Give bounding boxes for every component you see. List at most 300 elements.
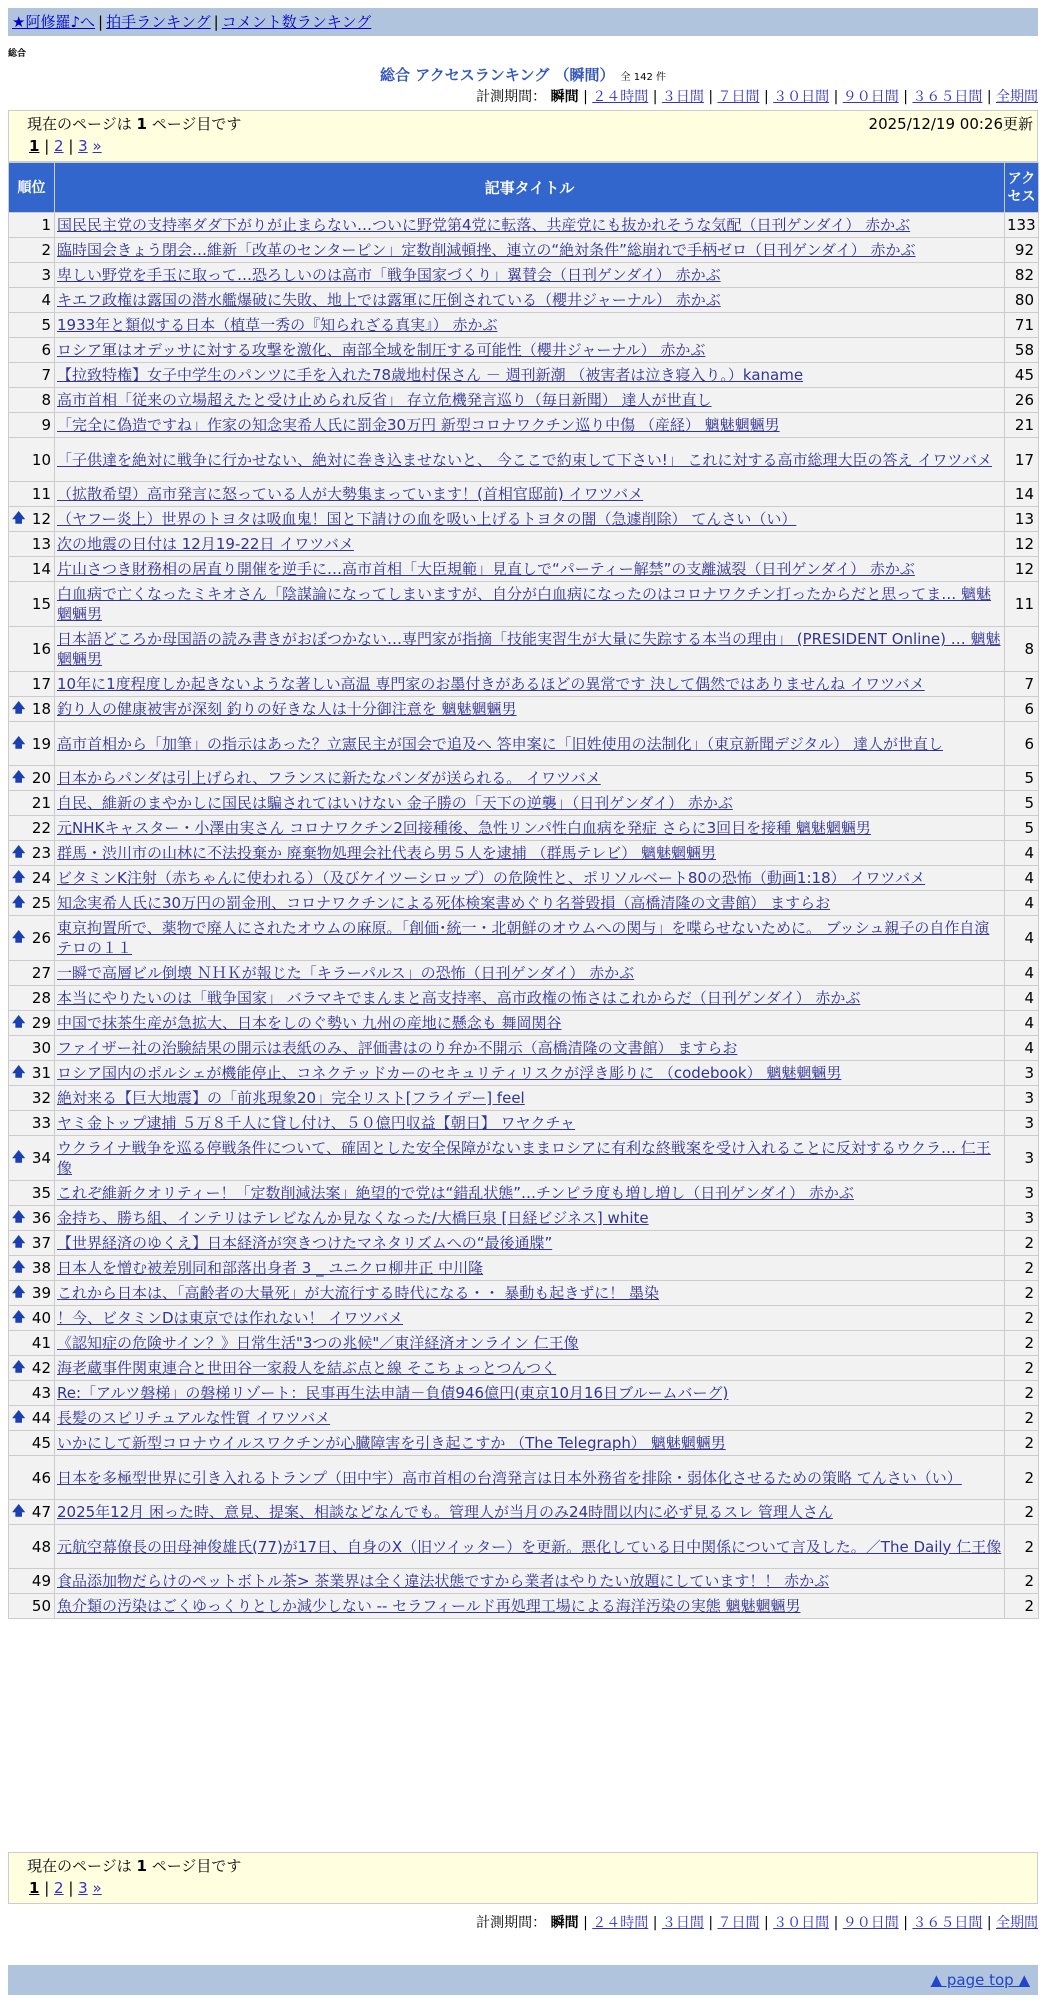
rank-cell xyxy=(9,1036,55,1061)
access-count: 4 xyxy=(1005,986,1039,1011)
period-link[interactable]: ３日間 xyxy=(661,1915,704,1931)
rank-cell xyxy=(9,1306,55,1331)
article-link[interactable]: 卑しい野党を手玉に取って…恐ろしいのは高市「戦争国家づくり」翼賛会（日刊ゲンダイ） 赤かぶ xyxy=(57,266,721,284)
rank-number: 5 xyxy=(41,316,51,334)
article-link[interactable]: 次の地震の日付は 12月19-22日 イワツバメ xyxy=(57,535,354,553)
access-count: 3 xyxy=(1005,1086,1039,1111)
article-link[interactable]: 絶対来る【巨大地震】の「前兆現象20」完全リスト[フライデー] feel xyxy=(57,1089,525,1107)
title-cell xyxy=(55,1086,1005,1111)
rank-number: 39 xyxy=(31,1284,51,1302)
article-link[interactable]: ファイザー社の治験結果の開示は表紙のみ、評価書はのり弁か不開示（高橋清隆の文書館） ますらお xyxy=(57,1039,738,1057)
article-link[interactable]: 日本からパンダは引上げられ、フランスに新たなパンダが送られる。 イワツバメ xyxy=(57,769,601,787)
ranking-table xyxy=(8,162,1039,1619)
rank-cell xyxy=(9,288,55,313)
pager-separator: | xyxy=(39,1879,55,1897)
pager-current-page: 1 xyxy=(29,137,40,155)
rank-number: 36 xyxy=(31,1209,51,1227)
table-row xyxy=(9,1306,1039,1331)
article-link[interactable]: 10年に1度程度しか起きないような著しい高温 専門家のお墨付きがあるほどの異常です 決して偶然ではありませんね イワツバメ xyxy=(57,675,925,693)
article-link[interactable]: 1933年と類似する日本（植草一秀の『知られざる真実』） 赤かぶ xyxy=(57,316,498,334)
rank-cell xyxy=(9,672,55,697)
rank-number: 32 xyxy=(31,1089,51,1107)
access-count: 58 xyxy=(1005,338,1039,363)
access-count: 4 xyxy=(1005,961,1039,986)
title-cell xyxy=(55,1136,1005,1181)
period-link[interactable]: 全期間 xyxy=(996,89,1038,105)
pager-next-link[interactable]: » xyxy=(92,1879,102,1897)
pager-link[interactable]: 2 xyxy=(54,1879,64,1897)
article-link[interactable]: 元NHKキャスター・小澤由実さん コロナワクチン2回接種後、急性リンパ性白血病を発症 さらに3回目を接種 魑魅魍魎男 xyxy=(57,819,871,837)
updated-timestamp: 2025/12/19 00:26更新 xyxy=(868,115,1033,133)
table-row xyxy=(9,482,1039,507)
up-arrow-icon: 🡅 xyxy=(12,895,26,910)
pager-top xyxy=(29,137,102,155)
title-cell xyxy=(55,697,1005,722)
rank-number: 48 xyxy=(31,1537,51,1556)
period-separator: | xyxy=(648,89,662,105)
title-cell xyxy=(55,841,1005,866)
rank-number: 49 xyxy=(31,1572,51,1590)
access-count: 2 xyxy=(1005,1281,1039,1306)
access-count: 4 xyxy=(1005,866,1039,891)
title-cell xyxy=(55,627,1005,672)
rank-cell xyxy=(9,388,55,413)
table-row xyxy=(9,413,1039,438)
up-arrow-icon: 🡅 xyxy=(12,735,26,751)
period-link[interactable]: ２４時間 xyxy=(592,89,649,105)
access-count: 2 xyxy=(1005,1256,1039,1281)
table-row xyxy=(9,627,1039,672)
title-cell xyxy=(55,1206,1005,1231)
rank-cell xyxy=(9,722,55,766)
period-link[interactable]: ７日間 xyxy=(717,89,760,105)
title-header: 記事タイトル xyxy=(55,163,1005,213)
rank-number: 3 xyxy=(41,266,51,284)
title-cell xyxy=(55,916,1005,961)
rank-number: 41 xyxy=(31,1334,51,1352)
article-link[interactable]: 金持ち、勝ち組、インテリはテレビなんか見なくなった/大橋巨泉 [日経ビジネス] white xyxy=(57,1209,649,1227)
rank-cell xyxy=(9,841,55,866)
access-count: 2 xyxy=(1005,1500,1039,1525)
article-link[interactable]: 日本を多極型世界に引き入れるトランプ（田中宇）高市首相の台湾発言は日本外務省を排除・弱体化させるための策略 てんさい（い） xyxy=(57,1468,962,1487)
rank-cell xyxy=(9,1569,55,1594)
access-count: 6 xyxy=(1005,722,1039,766)
up-arrow-icon: 🡅 xyxy=(12,1260,26,1275)
nav-separator: | xyxy=(98,13,104,31)
article-link[interactable]: 2025年12月 困った時、意見、提案、相談などなんでも。管理人が当月のみ24時間以内に必ず見るスレ 管理人さん xyxy=(57,1503,833,1521)
table-row xyxy=(9,532,1039,557)
nav-link-asyura[interactable]: ★阿修羅♪へ xyxy=(12,13,96,31)
table-row xyxy=(9,1431,1039,1456)
article-link[interactable]: ウクライナ戦争を巡る停戦条件について、確固とした安全保障がないままロシアに有利な終戦案を受け入れることに反対するウクラ… 仁王像 xyxy=(57,1139,991,1177)
rank-number: 42 xyxy=(31,1359,51,1377)
up-arrow-icon: 🡅 xyxy=(12,770,26,785)
period-link[interactable]: ３０日間 xyxy=(773,89,830,105)
category-label: 総合 xyxy=(8,49,27,59)
rank-number: 21 xyxy=(31,794,51,812)
rank-cell xyxy=(9,961,55,986)
up-arrow-icon: 🡅 xyxy=(12,1210,26,1225)
title-cell xyxy=(55,213,1005,238)
table-row xyxy=(9,213,1039,238)
article-link[interactable]: 釣り人の健康被害が深刻 釣りの好きな人は十分御注意を 魑魅魍魎男 xyxy=(57,700,517,718)
rank-cell xyxy=(9,1525,55,1569)
table-row xyxy=(9,1406,1039,1431)
up-arrow-icon: 🡅 xyxy=(12,845,26,860)
rank-number: 40 xyxy=(31,1309,51,1327)
access-count: 2 xyxy=(1005,1456,1039,1500)
rank-number: 30 xyxy=(31,1039,51,1057)
article-link[interactable]: ロシア国内のポルシェが機能停止、コネクテッドカーのセキュリティリスクが浮き彫りに （codebook） 魑魅魍魎男 xyxy=(57,1064,842,1082)
title-cell xyxy=(55,1061,1005,1086)
up-arrow-icon: 🡅 xyxy=(12,1065,26,1080)
rank-cell xyxy=(9,238,55,263)
access-count: 2 xyxy=(1005,1406,1039,1431)
period-separator: | xyxy=(578,1915,593,1931)
table-row xyxy=(9,816,1039,841)
rank-number: 12 xyxy=(31,510,51,528)
rank-number: 35 xyxy=(31,1184,51,1202)
rank-number: 33 xyxy=(31,1114,51,1132)
article-link[interactable]: 長髪のスピリチュアルな性質 イワツバメ xyxy=(57,1409,331,1427)
title-cell xyxy=(55,986,1005,1011)
table-row xyxy=(9,961,1039,986)
access-count: 4 xyxy=(1005,1011,1039,1036)
pager-link[interactable]: 3 xyxy=(78,1879,88,1897)
period-separator: | xyxy=(578,89,593,105)
page-info-top xyxy=(8,110,1038,162)
title-cell xyxy=(55,1431,1005,1456)
period-link[interactable]: ３６５日間 xyxy=(912,1915,983,1931)
period-label: 計測期間： xyxy=(476,89,551,105)
access-count: 3 xyxy=(1005,1181,1039,1206)
page-title: 総合 アクセスランキング （瞬間） xyxy=(380,66,615,84)
article-link[interactable]: 「完全に偽造ですね」作家の知念実希人氏に罰金30万円 新型コロナワクチン巡り中傷 （産経） 魑魅魍魎男 xyxy=(57,416,780,434)
table-row xyxy=(9,1061,1039,1086)
title-cell xyxy=(55,363,1005,388)
table-row xyxy=(9,288,1039,313)
access-count: 2 xyxy=(1005,1594,1039,1619)
rank-cell xyxy=(9,1500,55,1525)
rank-cell xyxy=(9,1456,55,1500)
page-top-link[interactable]: ▲ page top ▲ xyxy=(930,1971,1030,1989)
period-link[interactable]: ３６５日間 xyxy=(912,89,983,105)
rank-cell xyxy=(9,507,55,532)
title-cell xyxy=(55,388,1005,413)
table-row xyxy=(9,338,1039,363)
pager-link[interactable]: 3 xyxy=(78,137,88,155)
article-link[interactable]: 食品添加物だらけのペットボトル茶> 茶業界は全く違法状態ですから業者はやりたい放題にしています！！ 赤かぶ xyxy=(57,1572,830,1590)
table-row xyxy=(9,438,1039,482)
table-row xyxy=(9,722,1039,766)
article-link[interactable]: 高市首相「従来の立場超えたと受け止められ反省」 存立危機発言巡り（毎日新聞） 達人が世直し xyxy=(57,391,712,409)
article-link[interactable]: 臨時国会きょう閉会…維新「改革のセンターピン」定数削減頓挫、連立の“絶対条件”総崩れで手柄ゼロ（日刊ゲンダイ） 赤かぶ xyxy=(57,241,916,259)
pager-separator: | xyxy=(63,137,79,155)
article-link[interactable]: 元航空幕僚長の田母神俊雄氏(77)が17日、自身のX（旧ツイッター）を更新。悪化している日中関係について言及した。／The Daily 仁王像 xyxy=(57,1537,1002,1556)
table-row xyxy=(9,1256,1039,1281)
title-cell xyxy=(55,1036,1005,1061)
table-row xyxy=(9,1036,1039,1061)
title-cell xyxy=(55,1111,1005,1136)
period-separator: | xyxy=(898,1915,913,1931)
period-separator: | xyxy=(759,1915,774,1931)
rank-number: 34 xyxy=(31,1149,51,1167)
title-cell xyxy=(55,313,1005,338)
rank-header: 順位 xyxy=(9,163,55,213)
table-row xyxy=(9,313,1039,338)
rank-number: 17 xyxy=(31,675,51,693)
period-separator: | xyxy=(829,89,843,105)
table-row xyxy=(9,841,1039,866)
up-arrow-icon: 🡅 xyxy=(12,1150,26,1165)
rank-cell xyxy=(9,1281,55,1306)
current-page-text: 現在のページは 1 ページ目です xyxy=(27,115,242,133)
period-current: 瞬間 xyxy=(550,1915,579,1931)
rank-number: 13 xyxy=(31,535,51,553)
pager-link[interactable]: 2 xyxy=(54,137,64,155)
title-cell xyxy=(55,672,1005,697)
access-count: 4 xyxy=(1005,891,1039,916)
article-link[interactable]: これから日本は、「高齢者の大量死」が大流行する時代になる・・ 暴動も起きずに！ 墨染 xyxy=(57,1284,660,1302)
table-row xyxy=(9,1456,1039,1500)
access-count: 13 xyxy=(1005,507,1039,532)
access-count: 3 xyxy=(1005,1061,1039,1086)
table-row xyxy=(9,1136,1039,1181)
rank-cell xyxy=(9,791,55,816)
period-label: 計測期間： xyxy=(476,1915,551,1931)
period-separator: | xyxy=(703,89,718,105)
title-cell xyxy=(55,1281,1005,1306)
article-link[interactable]: ！今、ビタミンDは東京では作れない！ イワツバメ xyxy=(57,1309,404,1327)
table-row xyxy=(9,1281,1039,1306)
access-count: 17 xyxy=(1005,438,1039,482)
table-row xyxy=(9,697,1039,722)
article-link[interactable]: 「子供達を絶対に戦争に行かせない、絶対に巻き込ませないと、 今ここで約束して下さい!」 これに対する高市総理大臣の答え イワツバメ xyxy=(57,450,993,469)
rank-cell xyxy=(9,627,55,672)
period-link[interactable]: ９０日間 xyxy=(842,1915,899,1931)
period-separator: | xyxy=(648,1915,662,1931)
access-count: 14 xyxy=(1005,482,1039,507)
period-link[interactable]: 全期間 xyxy=(996,1915,1038,1931)
rank-number: 44 xyxy=(31,1409,51,1427)
title-cell xyxy=(55,866,1005,891)
rank-number: 7 xyxy=(41,366,51,384)
article-link[interactable]: 日本人を憎む被差別同和部落出身者 3 _ ユニクロ柳井正 中川隆 xyxy=(57,1259,484,1277)
article-link[interactable]: 白血病で亡くなったミキオさん「陰謀論になってしまいますが、自分が白血病になったのはコロナワクチン打ったからだと思ってま… 魑魅魍魎男 xyxy=(57,585,992,623)
rank-cell xyxy=(9,866,55,891)
period-separator: | xyxy=(759,89,774,105)
title-cell xyxy=(55,961,1005,986)
period-link[interactable]: ３０日間 xyxy=(773,1915,830,1931)
rank-number: 9 xyxy=(41,416,51,434)
access-count: 2 xyxy=(1005,1381,1039,1406)
title-cell xyxy=(55,1256,1005,1281)
rank-number: 28 xyxy=(31,989,51,1007)
rank-cell xyxy=(9,438,55,482)
article-link[interactable]: ヤミ金トップ逮捕 ５万８千人に貸し付け、５０億円収益【朝日】 ワヤクチャ xyxy=(57,1114,576,1132)
table-row xyxy=(9,1525,1039,1569)
article-link[interactable]: 東京拘置所で、薬物で廃人にされたオウムの麻原。「創価･統一・北朝鮮のオウムへの関与」を喋らせないために。 ブッシュ親子の自作自演テロの１１ xyxy=(57,919,990,957)
article-link[interactable]: 《認知症の危険サイン？》日常生活"3つの兆候"／東洋経済オンライン 仁王像 xyxy=(57,1334,579,1352)
rank-cell xyxy=(9,482,55,507)
rank-number: 14 xyxy=(31,560,51,578)
access-count: 2 xyxy=(1005,1231,1039,1256)
rank-number: 47 xyxy=(31,1503,51,1521)
rank-number: 10 xyxy=(31,450,51,469)
access-count: 4 xyxy=(1005,841,1039,866)
nav-separator: | xyxy=(213,13,219,31)
rank-number: 6 xyxy=(41,341,51,359)
nav-link-applause-ranking[interactable]: 拍手ランキング xyxy=(106,13,211,31)
rank-number: 4 xyxy=(41,291,51,309)
pager-bottom xyxy=(29,1879,102,1897)
article-link[interactable]: これぞ維新クオリティー！「定数削減法案」絶望的で党は“錯乱状態”…チンピラ度も増し増し（日刊ゲンダイ） 赤かぶ xyxy=(57,1184,854,1202)
article-link[interactable]: いかにして新型コロナウイルスワクチンが心臓障害を引き起こすか （The Telegraph） 魑魅魍魎男 xyxy=(57,1434,726,1452)
table-row xyxy=(9,916,1039,961)
article-link[interactable]: ビタミンK注射（赤ちゃんに使われる）（及びケイツーシロップ）の危険性と、ポリソルベート80の恐怖（動画1:18） イワツバメ xyxy=(57,869,926,887)
table-row xyxy=(9,891,1039,916)
access-count: 11 xyxy=(1005,582,1039,627)
current-page-text: 現在のページは 1 ページ目です xyxy=(27,1857,242,1875)
rank-cell xyxy=(9,557,55,582)
article-link[interactable]: 魚介類の汚染はごくゆっくりとしか減少しない -- セラフィールド再処理工場による海洋汚染の実態 魑魅魍魎男 xyxy=(57,1597,801,1615)
title-cell xyxy=(55,1231,1005,1256)
table-row xyxy=(9,1231,1039,1256)
article-link[interactable]: キエフ政権は露国の潜水艦爆破に失敗、地上では露軍に圧倒されている（櫻井ジャーナル） 赤かぶ xyxy=(57,291,721,309)
period-separator: | xyxy=(982,1915,996,1931)
rank-cell xyxy=(9,1594,55,1619)
pager-next-link[interactable]: » xyxy=(92,137,102,155)
article-link[interactable]: 高市首相から「加筆」の指示はあった？立憲民主が国会で追及へ 答申案に「旧姓使用の法制化」（東京新聞デジタル） 達人が世直し xyxy=(57,734,943,753)
access-count: 2 xyxy=(1005,1431,1039,1456)
table-row xyxy=(9,1206,1039,1231)
access-count: 7 xyxy=(1005,672,1039,697)
rank-cell xyxy=(9,891,55,916)
rank-number: 43 xyxy=(31,1384,51,1402)
up-arrow-icon: 🡅 xyxy=(12,1410,26,1425)
rank-cell xyxy=(9,986,55,1011)
title-cell xyxy=(55,263,1005,288)
title-cell xyxy=(55,1456,1005,1500)
rank-number: 50 xyxy=(31,1597,51,1615)
rank-cell xyxy=(9,1231,55,1256)
article-link[interactable]: 国民民主党の支持率ダダ下がりが止まらない…ついに野党第4党に転落、共産党にも抜かれそうな気配（日刊ゲンダイ） 赤かぶ xyxy=(57,216,911,234)
access-count: 2 xyxy=(1005,1525,1039,1569)
article-link[interactable]: （ヤフー炎上）世界のトヨタは吸血鬼！国と下請けの血を吸い上げるトヨタの闇（急遽削除） てんさい（い） xyxy=(57,510,797,528)
access-count: 3 xyxy=(1005,1136,1039,1181)
rank-number: 26 xyxy=(31,929,51,947)
access-count: 4 xyxy=(1005,1036,1039,1061)
rank-number: 29 xyxy=(31,1014,51,1032)
table-row xyxy=(9,1011,1039,1036)
rank-cell xyxy=(9,582,55,627)
article-link[interactable]: Re:「アルツ磐梯」の磐梯リゾート：民事再生法申請－負債946億円(東京10月16日ブルームバーグ) xyxy=(57,1384,729,1402)
access-count: 2 xyxy=(1005,1331,1039,1356)
up-arrow-icon: 🡅 xyxy=(12,701,26,716)
pager-separator: | xyxy=(39,137,55,155)
access-count: 133 xyxy=(1005,213,1039,238)
article-link[interactable]: 群馬・渋川市の山林に不法投棄か 廃棄物処理会社代表ら男５人を逮捕 （群馬テレビ） 魑魅魍魎男 xyxy=(57,844,717,862)
title-cell xyxy=(55,438,1005,482)
top-nav-bar xyxy=(8,8,1038,36)
title-cell xyxy=(55,891,1005,916)
period-link[interactable]: ９０日間 xyxy=(842,89,899,105)
title-cell xyxy=(55,413,1005,438)
up-arrow-icon: 🡅 xyxy=(12,930,26,945)
rank-number: 24 xyxy=(31,869,51,887)
rank-number: 15 xyxy=(31,595,51,613)
article-link[interactable]: 一瞬で高層ビル倒壊 ＮＨＫが報じた「キラーパルス」の恐怖（日刊ゲンダイ） 赤かぶ xyxy=(57,964,635,982)
article-link[interactable]: （拡散希望）高市発言に怒っている人が大勢集まっています！(首相官邸前) イワツバメ xyxy=(57,485,644,503)
table-row xyxy=(9,1111,1039,1136)
rank-number: 1 xyxy=(41,216,51,234)
article-link[interactable]: 海老蔵事件関東連合と世田谷一家殺人を結ぶ点と線 そこちょっとつんつく xyxy=(57,1359,557,1377)
rank-cell xyxy=(9,1181,55,1206)
rank-cell xyxy=(9,697,55,722)
pager-separator: | xyxy=(63,1879,79,1897)
rank-cell xyxy=(9,263,55,288)
rank-cell xyxy=(9,413,55,438)
title-cell xyxy=(55,1569,1005,1594)
title-cell xyxy=(55,791,1005,816)
rank-number: 18 xyxy=(31,700,51,718)
article-link[interactable]: 片山さつき財務相の居直り開催を逆手に…高市首相「大臣規範」見直しで“パーティー解禁”の支離滅裂（日刊ゲンダイ） 赤かぶ xyxy=(57,560,915,578)
period-link[interactable]: ３日間 xyxy=(661,89,704,105)
title-cell xyxy=(55,238,1005,263)
access-count: 5 xyxy=(1005,791,1039,816)
rank-number: 19 xyxy=(31,734,51,753)
title-cell xyxy=(55,816,1005,841)
rank-cell xyxy=(9,1256,55,1281)
article-link[interactable]: 【拉致特権】女子中学生のパンツに手を入れた78歳地村保さん － 週刊新潮 （被害者は泣き寝入り。）kaname xyxy=(57,366,804,384)
title-cell xyxy=(55,482,1005,507)
rank-cell xyxy=(9,1086,55,1111)
access-count: 12 xyxy=(1005,557,1039,582)
rank-number: 46 xyxy=(31,1468,51,1487)
page-info-bottom xyxy=(8,1852,1038,1904)
article-link[interactable]: 中国で抹茶生産が急拡大、日本をしのぐ勢い 九州の産地に懸念も 舞岡関谷 xyxy=(57,1014,562,1032)
article-link[interactable]: 自民、維新のまやかしに国民は騙されてはいけない 金子勝の「天下の逆襲」（日刊ゲンダイ） 赤かぶ xyxy=(57,794,733,812)
nav-link-comment-ranking[interactable]: コメント数ランキング xyxy=(221,13,372,31)
title-cell xyxy=(55,766,1005,791)
rank-cell xyxy=(9,1431,55,1456)
period-link[interactable]: ７日間 xyxy=(717,1915,760,1931)
article-link[interactable]: 本当にやりたいのは「戦争国家」 バラマキでまんまと高支持率、高市政権の怖さはこれからだ（日刊ゲンダイ） 赤かぶ xyxy=(57,989,861,1007)
access-count: 3 xyxy=(1005,1206,1039,1231)
up-arrow-icon: 🡅 xyxy=(12,1360,26,1375)
access-count: 82 xyxy=(1005,263,1039,288)
article-link[interactable]: 知念実希人氏に30万円の罰金刑、コロナワクチンによる死体検案書めぐり名誉毀損（高橋清隆の文書館） ますらお xyxy=(57,894,831,912)
title-cell xyxy=(55,532,1005,557)
period-separator: | xyxy=(829,1915,843,1931)
table-row xyxy=(9,1181,1039,1206)
rank-number: 25 xyxy=(31,894,51,912)
access-count: 5 xyxy=(1005,766,1039,791)
title-cell xyxy=(55,1306,1005,1331)
article-link[interactable]: ロシア軍はオデッサに対する攻撃を激化、南部全域を制圧する可能性（櫻井ジャーナル） 赤かぶ xyxy=(57,341,706,359)
access-count: 26 xyxy=(1005,388,1039,413)
up-arrow-icon: 🡅 xyxy=(12,870,26,885)
rank-number: 16 xyxy=(31,640,51,658)
title-cell xyxy=(55,722,1005,766)
article-link[interactable]: 日本語どころか母国語の読み書きがおぼつかない…専門家が指摘「技能実習生が大量に失踪する本当の理由」 (PRESIDENT Online) … 魑魅魍魎男 xyxy=(57,630,1001,668)
rank-cell xyxy=(9,1406,55,1431)
table-row xyxy=(9,507,1039,532)
period-link[interactable]: ２４時間 xyxy=(592,1915,649,1931)
article-link[interactable]: 【世界経済のゆくえ】日本経済が突きつけたマネタリズムへの“最後通牒” xyxy=(57,1234,553,1252)
rank-cell xyxy=(9,816,55,841)
period-selector-top xyxy=(476,86,1038,106)
